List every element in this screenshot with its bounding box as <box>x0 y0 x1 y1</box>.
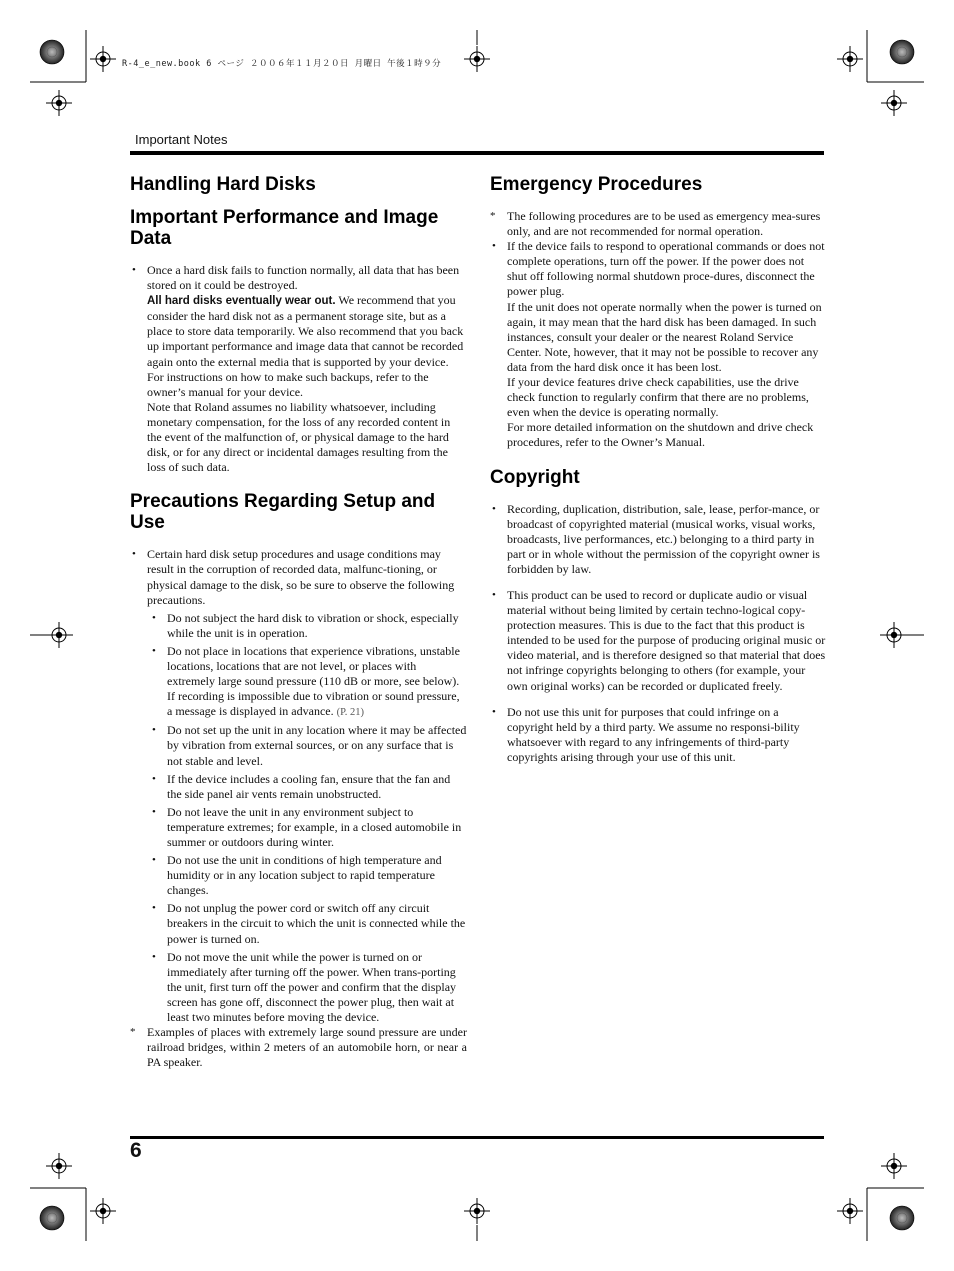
item-text: If recording is impossible due to vibration or sound pressure, a message is displayed in advance. <box>167 689 460 719</box>
sub-list-item: • Do not use the unit in conditions of high temperature and humidity or in any location subject to rapid temperature changes. <box>147 853 467 898</box>
list-item <box>130 263 467 475</box>
footnote: * Examples of places with extremely large sound pressure are under railroad bridges, within 2 meters of an automobile horn, or near a PA speaker. <box>130 1025 467 1070</box>
paragraph: If your device features drive check capabilities, use the drive check function to regularly confirm that there are no problems, even when the device is operating normally. <box>507 375 809 420</box>
paragraph-text: We recommend that you consider the hard disk not as a permanent storage site, but as a place to store data temporarily. We also recommend that you back up important performance and image data that cannot be recorded again onto the external media that is supported by your device. For instructions on how to make such backups, refer to the owner’s manual for your device. <box>147 293 464 399</box>
heading-handling-hard-disks: Handling Hard Disks <box>130 174 316 195</box>
performance-list <box>130 263 467 475</box>
sub-list-item: • Do not set up the unit in any location where it may be affected by vibration from external sources, or on any surface that is not stable and level. <box>147 723 467 768</box>
paragraph: For more detailed information on the shutdown and drive check procedures, refer to the Owner’s Manual. <box>507 420 814 450</box>
list-item: • Do not use this unit for purposes that could infringe on a copyright held by a third party. We assume no responsi-bility whatsoever with regard to any infringements of third-party copyrights arising through your use of this unit. <box>490 705 826 765</box>
registration-mark-icon <box>90 1198 116 1224</box>
emergency-list <box>490 209 826 451</box>
left-column <box>130 170 467 1070</box>
paragraph: • Once a hard disk fails to function normally, all data that has been stored on it could be destroyed. <box>147 263 460 293</box>
sub-list-item: • Do not subject the hard disk to vibration or shock, especially while the unit is in operation. <box>147 611 467 641</box>
running-header: Important Notes <box>135 132 228 147</box>
heading-precautions: Precautions Regarding Setup and Use <box>130 491 436 534</box>
paragraph <box>147 293 467 400</box>
item-text: Do not place in locations that experience vibrations, unstable locations, locations that are not level, or places with extremely large sound pressure (110 dB or more, see below). <box>167 643 460 689</box>
note-item: * The following procedures are to be used as emergency mea-sures only, and are not recommended for normal operation. <box>490 209 826 239</box>
footer-rule <box>130 1136 824 1139</box>
paragraph: If the unit does not operate normally when the power is turned on again, it may mean that the hard disk has been damaged. In such instances, consult your dealer or the nearest Roland Service Center. Note, however, that it may not be possible to recover any data from the hard disk once it has been lost. <box>507 299 822 374</box>
registration-mark-icon <box>837 46 863 72</box>
list-item: • Recording, duplication, distribution, sale, lease, perfor-mance, or broadcast of copyrighted material (musical works, visual works, broadcasts, live performances, etc.) belonging to a third party in part or in whole without the permission of the copyright owner is forbidden by law. <box>490 502 826 577</box>
paragraph: • If the device fails to respond to operational commands or does not complete operations, turn off the power. If the power does not shut off following normal shutdown proce-dures, disconnect the power plug. <box>507 239 825 299</box>
sub-list <box>147 611 467 1025</box>
registration-mark-icon <box>46 1153 72 1179</box>
sub-list-item: • Do not leave the unit in any environment subject to temperature extremes; for example, in a closed automobile in summer or outdoors during winter. <box>147 805 467 850</box>
starburst-icon <box>890 1206 914 1230</box>
list-item <box>130 547 467 1025</box>
bold-warning: All hard disks eventually wear out. <box>147 295 336 308</box>
sub-list-item: • Do not move the unit while the power is turned on or immediately after turning off the power. When trans-porting the unit, first turn off the power and confirm that the display screen has gone off, disconnect the power plug, then wait at least two minutes before moving the device. <box>147 950 467 1025</box>
list-item: • This product can be used to record or duplicate audio or visual material without being limited by certain techno-logical copy-protection measures. This is due to the fact that this product is intended to be used for the purpose of producing original music or video material, and is therefore designed so that material that does not infringe copyrights belonging to others (for example, your own original works) can be recorded or duplicated freely. <box>490 588 826 694</box>
sub-list-item: • If the device includes a cooling fan, ensure that the fan and the side panel air vents remain unobstructed. <box>147 772 467 802</box>
registration-mark-icon <box>464 46 490 72</box>
registration-mark-icon <box>881 90 907 116</box>
starburst-icon <box>40 40 64 64</box>
registration-mark-icon <box>881 1153 907 1179</box>
page-reference: (P. 21) <box>336 707 365 719</box>
print-slug: R-4_e_new.book 6 ページ ２００６年１１月２０日 月曜日 午後１時９分 <box>122 59 442 69</box>
starburst-icon <box>40 1206 64 1230</box>
starburst-icon <box>890 40 914 64</box>
heading-copyright: Copyright <box>490 466 580 488</box>
paragraph: Note that Roland assumes no liability whatsoever, including monetary compensation, for the loss of any recorded content in the event of the malfunction of, or physical damage to the hard disk, or for any direct or incidental damages resulting from the loss of such data. <box>147 399 451 475</box>
header-rule <box>130 151 824 155</box>
paragraph: • Certain hard disk setup procedures and usage conditions may result in the corruption of recorded data, malfunc-tioning, or physical damage to the disk, so be sure to observe the following precautions. <box>147 547 455 607</box>
registration-mark-icon <box>837 1198 863 1224</box>
copyright-list <box>490 502 826 766</box>
heading-emergency-procedures: Emergency Procedures <box>490 174 703 195</box>
sub-list-item <box>147 644 467 720</box>
registration-mark-icon <box>90 46 116 72</box>
sub-list-item: • Do not unplug the power cord or switch off any circuit breakers in the circuit to which the unit is connected while the power is turned on. <box>147 901 467 946</box>
precautions-list <box>130 547 467 1070</box>
list-item <box>490 239 826 450</box>
right-column <box>490 170 826 765</box>
registration-mark-icon <box>46 90 72 116</box>
registration-mark-icon <box>464 1198 490 1224</box>
page-number: 6 <box>130 1139 142 1162</box>
heading-performance-image-data: Important Performance and Image Data <box>130 207 439 249</box>
